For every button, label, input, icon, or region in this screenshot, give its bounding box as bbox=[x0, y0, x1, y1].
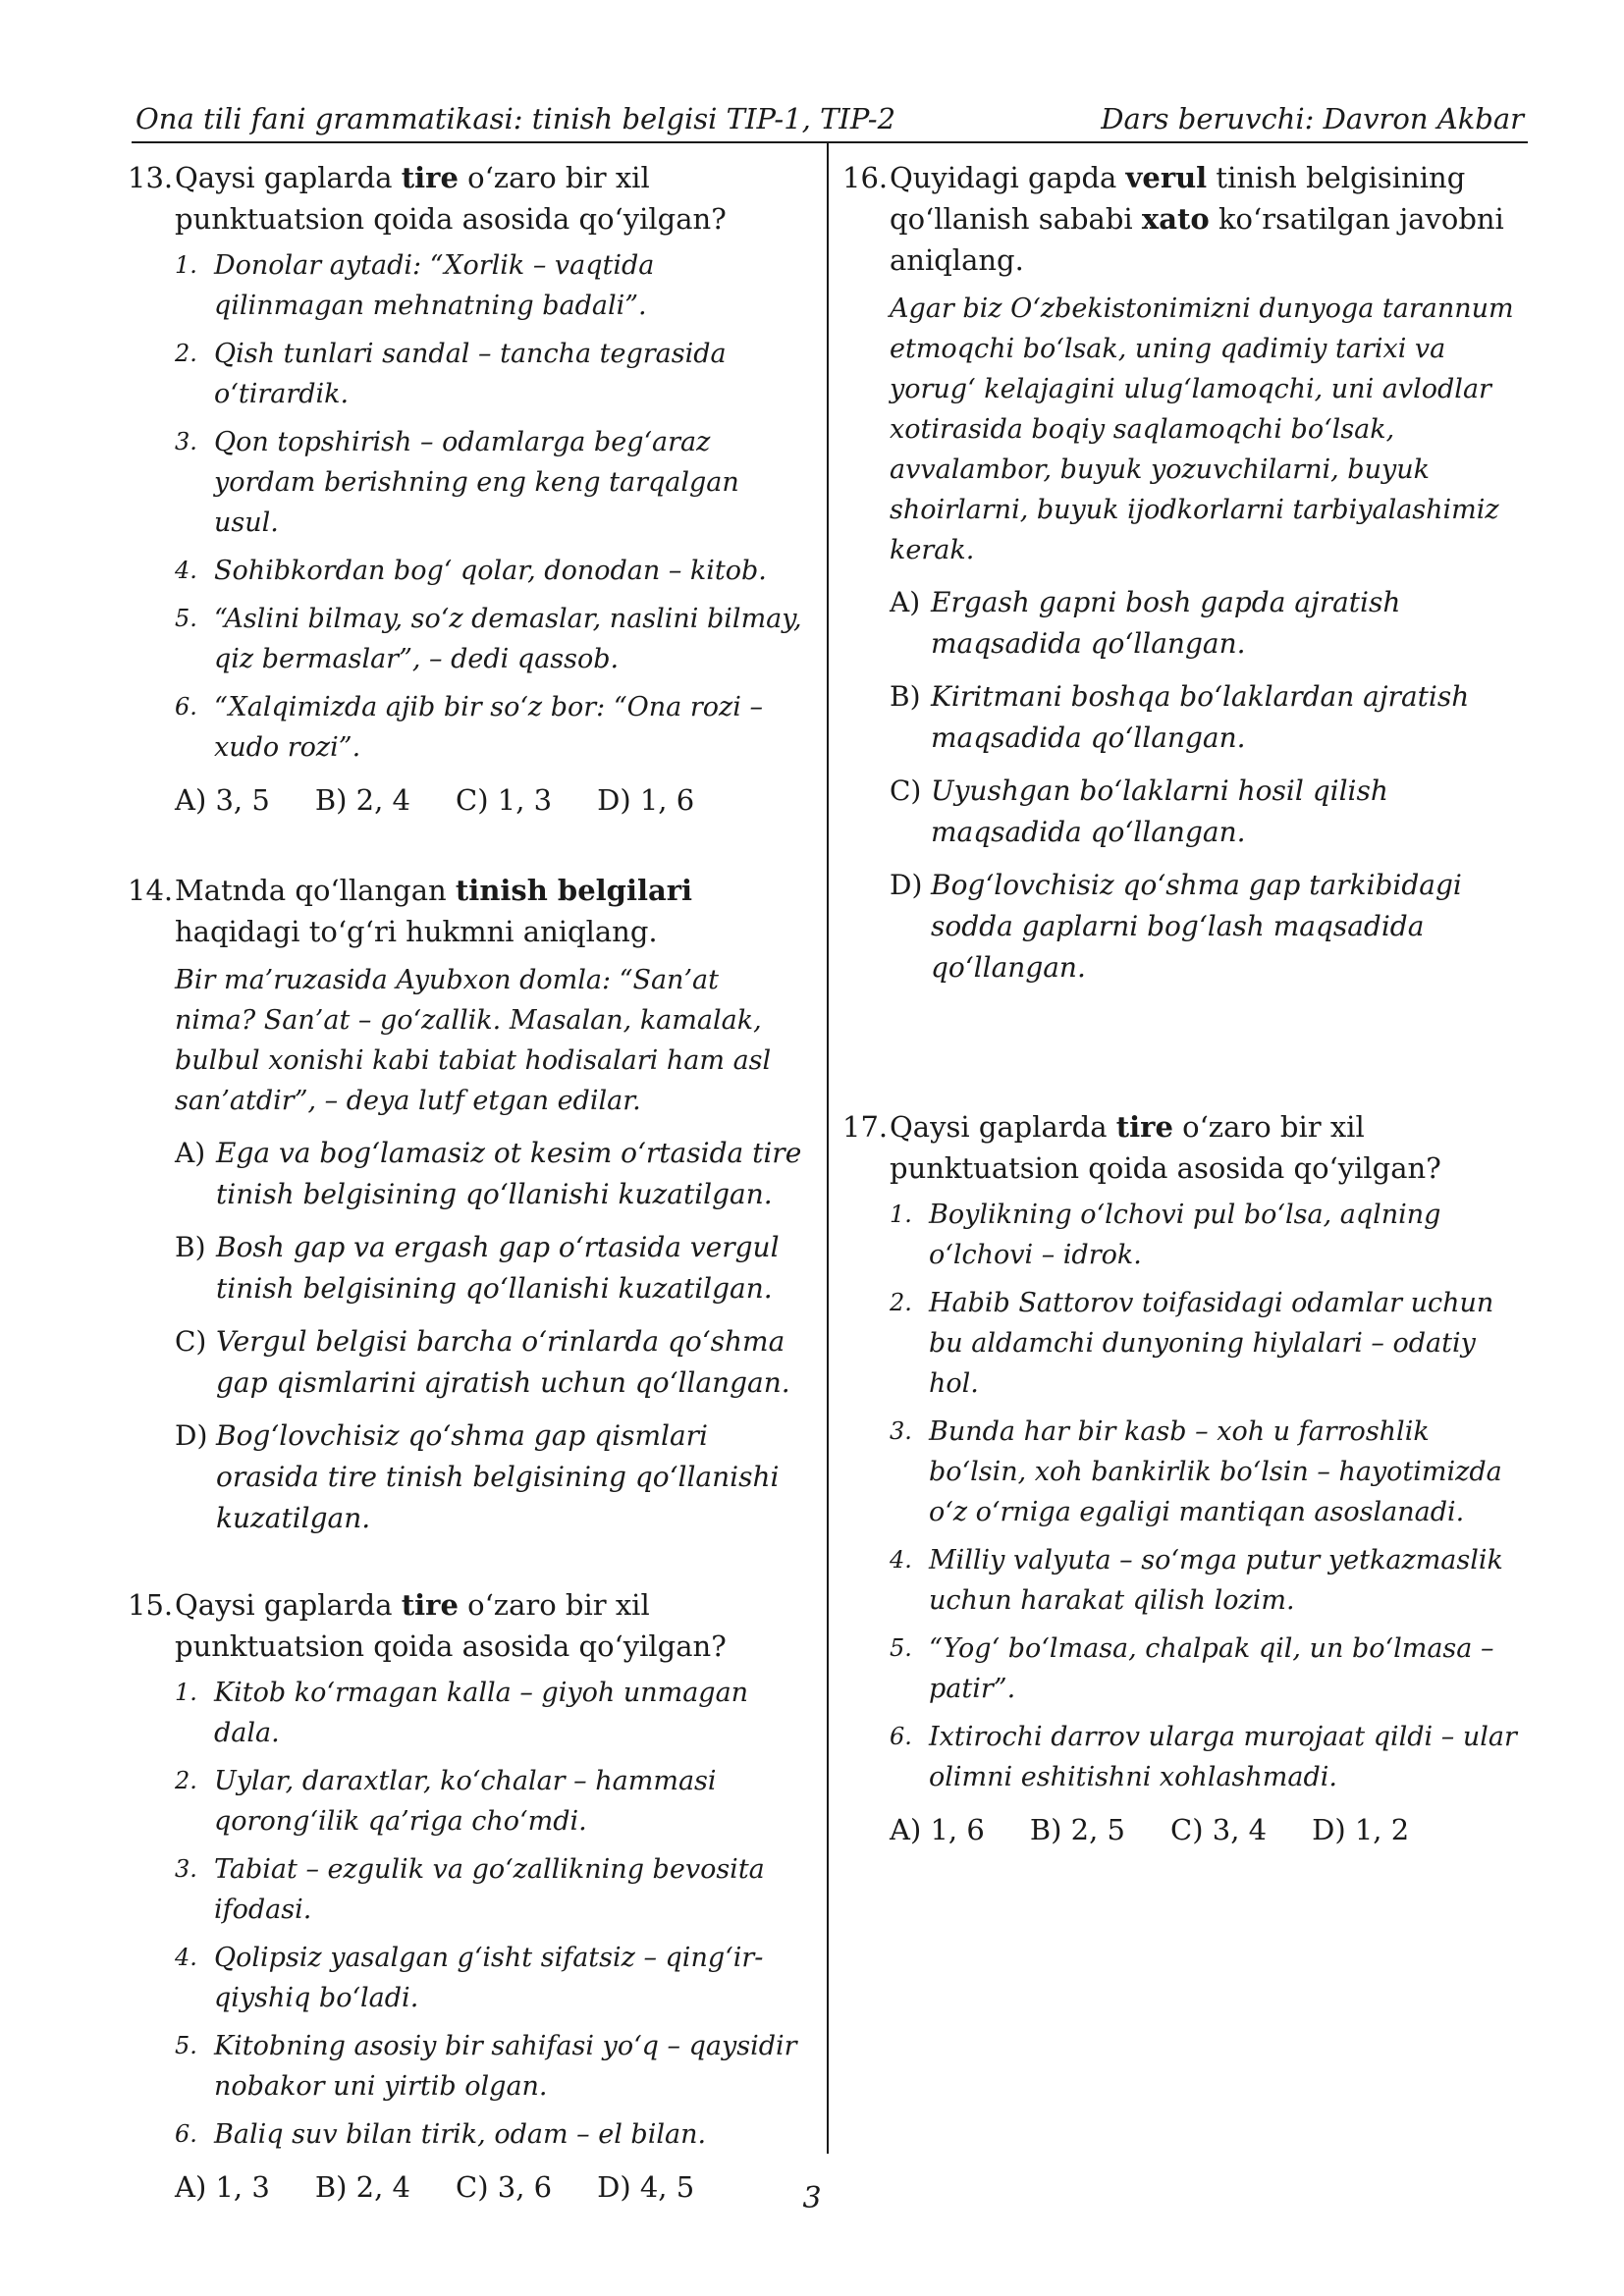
option-d: D) Bog‘lovchisiz qo‘shma gap tarkibidagi sodda gaplarni bog‘lash maqsadida qo‘llangan. bbox=[890, 869, 1462, 984]
answer-choices bbox=[890, 1809, 1530, 1850]
right-column bbox=[842, 157, 1530, 1850]
list-item: 2. Uylar, daraxtlar, ko‘chalar – hammasi qorong‘ilik qa’riga cho‘mdi. bbox=[175, 1766, 717, 1837]
answer-b: B) 2, 4 bbox=[314, 2170, 411, 2204]
option-a: A) Ergash gapni bosh gapda ajratish maqsadida qo‘llangan. bbox=[890, 586, 1401, 660]
option-b: B) Kiritmani boshqa bo‘laklardan ajratish maqsadida qo‘llangan. bbox=[890, 680, 1470, 754]
question-text: Qaysi gaplarda tire o‘zaro bir xil punktuatsion qoida asosida qo‘yilgan? bbox=[175, 1588, 727, 1663]
question-number: 15. bbox=[128, 1588, 174, 1622]
header-title: Ona tili fani grammatikasi: tinish belgisi TIP-1, TIP-2 bbox=[135, 102, 896, 135]
list-item: 5. “Yog‘ bo‘lmasa, chalpak qil, un bo‘lmasa – patir”. bbox=[890, 1633, 1494, 1704]
question-number: 16. bbox=[842, 161, 889, 194]
list-item: 6. Baliq suv bilan tirik, odam – el bilan. bbox=[175, 2119, 707, 2150]
sentence-list bbox=[890, 1195, 1530, 1797]
answer-c: C) 3, 6 bbox=[456, 2170, 553, 2204]
page-header bbox=[132, 96, 1528, 143]
answer-options bbox=[890, 582, 1530, 988]
sentence-list bbox=[175, 245, 805, 768]
answer-b: B) 2, 5 bbox=[1029, 1813, 1126, 1846]
list-item: 1. Kitob ko‘rmagan kalla – giyoh unmagan dala. bbox=[175, 1678, 749, 1748]
answer-d: D) 1, 2 bbox=[1312, 1813, 1410, 1846]
list-item: 4. Sohibkordan bog‘ qolar, donodan – kitob. bbox=[175, 556, 767, 586]
question-text: Quyidagi gapda verul tinish belgisining qo‘llanish sababi xato ko‘rsatilgan javobni aniqlang. bbox=[890, 161, 1504, 277]
question-number: 13. bbox=[128, 161, 174, 194]
option-c: C) Vergul belgisi barcha o‘rinlarda qo‘shma gap qismlarini ajratish uchun qo‘llangan. bbox=[175, 1325, 790, 1399]
list-item: 3. Tabiat – ezgulik va go‘zallikning bevosita ifodasi. bbox=[175, 1854, 765, 1925]
option-d: D) Bog‘lovchisiz qo‘shma gap qismlari orasida tire tinish belgisining qo‘llanishi kuzatilgan. bbox=[175, 1419, 780, 1534]
option-c: C) Uyushgan bo‘laklarni hosil qilish maqsadida qo‘llangan. bbox=[890, 774, 1388, 848]
list-item: 2. Habib Sattorov toifasidagi odamlar uchun bu aldamchi dunyoning hiylalari – odatiy hol. bbox=[890, 1288, 1494, 1399]
question-17 bbox=[842, 1106, 1530, 1850]
column-divider bbox=[827, 143, 829, 2154]
answer-a: A) 1, 3 bbox=[175, 2170, 270, 2204]
list-item: 2. Qish tunlari sandal – tancha tegrasida o‘tirardik. bbox=[175, 339, 727, 409]
option-a: A) Ega va bog‘lamasiz ot kesim o‘rtasida tire tinish belgisining qo‘llanishi kuzatilgan. bbox=[175, 1137, 802, 1210]
list-item: 6. Ixtirochi darrov ularga murojaat qildi – ular olimni eshitishni xohlashmadi. bbox=[890, 1722, 1517, 1792]
page-number: 3 bbox=[802, 2181, 822, 2216]
answer-d: D) 4, 5 bbox=[597, 2170, 695, 2204]
question-text: Matnda qo‘llangan tinish belgilari haqidagi to‘g‘ri hukmni aniqlang. bbox=[175, 874, 693, 948]
left-column bbox=[128, 157, 805, 2208]
answer-d: D) 1, 6 bbox=[597, 783, 695, 817]
list-item: 1. Boylikning o‘lchovi pul bo‘lsa, aqlning o‘lchovi – idrok. bbox=[890, 1200, 1441, 1270]
passage: Bir ma’ruzasida Ayubxon domla: “San’at nima? San’at – go‘zallik. Masalan, kamalak, bulbul xonishi kabi tabiat hodisalari ham asl san’atdir”, – deya lutf etgan edilar. bbox=[175, 965, 772, 1116]
list-item: 4. Milliy valyuta – so‘mga putur yetkazmaslik uchun harakat qilish lozim. bbox=[890, 1545, 1503, 1616]
question-text: Qaysi gaplarda tire o‘zaro bir xil punktuatsion qoida asosida qo‘yilgan? bbox=[890, 1110, 1441, 1185]
list-item: 3. Qon topshirish – odamlarga beg‘araz yordam berishning eng keng tarqalgan usul. bbox=[175, 427, 739, 538]
question-15 bbox=[128, 1584, 805, 2208]
list-item: 4. Qolipsiz yasalgan g‘isht sifatsiz – qing‘ir-qiyshiq bo‘ladi. bbox=[175, 1943, 764, 2013]
question-14 bbox=[128, 870, 805, 1539]
question-number: 14. bbox=[128, 874, 174, 907]
question-number: 17. bbox=[842, 1110, 889, 1144]
answer-c: C) 3, 4 bbox=[1170, 1813, 1268, 1846]
answer-choices bbox=[175, 779, 805, 821]
list-item: 1. Donolar aytadi: “Xorlik – vaqtida qilinmagan mehnatning badali”. bbox=[175, 250, 655, 321]
list-item: 5. Kitobning asosiy bir sahifasi yo‘q – qaysidir nobakor uni yirtib olgan. bbox=[175, 2031, 797, 2102]
answer-c: C) 1, 3 bbox=[456, 783, 553, 817]
passage: Agar biz O‘zbekistonimizni dunyoga tarannum etmoqchi bo‘lsak, uning qadimiy tarixi va yorug‘ kelajagini ulug‘lamoqchi, uni avlodlar xotirasida boqiy saqlamoqchi bo‘lsak, avvalambor, buyuk yozuvchilarni, buyuk shoirlarni, buyuk ijodkorlarni tarbiyalashimiz kerak. bbox=[890, 294, 1514, 565]
question-13 bbox=[128, 157, 805, 821]
list-item: 5. “Aslini bilmay, so‘z demaslar, naslini bilmay, qiz bermaslar”, – dedi qassob. bbox=[175, 604, 802, 674]
answer-options bbox=[175, 1133, 805, 1539]
question-text: Qaysi gaplarda tire o‘zaro bir xil punktuatsion qoida asosida qo‘yilgan? bbox=[175, 161, 727, 236]
option-b: B) Bosh gap va ergash gap o‘rtasida vergul tinish belgisining qo‘llanishi kuzatilgan. bbox=[175, 1231, 780, 1305]
list-item: 3. Bunda har bir kasb – xoh u farroshlik bo‘lsin, xoh bankirlik bo‘lsin – hayotimizda o‘z o‘rniga egaligi mantiqan asoslanadi. bbox=[890, 1416, 1502, 1527]
list-item: 6. “Xalqimizda ajib bir so‘z bor: “Ona rozi – xudo rozi”. bbox=[175, 692, 763, 763]
question-16 bbox=[842, 157, 1530, 988]
sentence-list bbox=[175, 1673, 805, 2155]
answer-b: B) 2, 4 bbox=[314, 783, 411, 817]
answer-a: A) 3, 5 bbox=[175, 783, 270, 817]
answer-a: A) 1, 6 bbox=[890, 1813, 985, 1846]
header-author: Dars beruvchi: Davron Akbar bbox=[1101, 102, 1524, 135]
